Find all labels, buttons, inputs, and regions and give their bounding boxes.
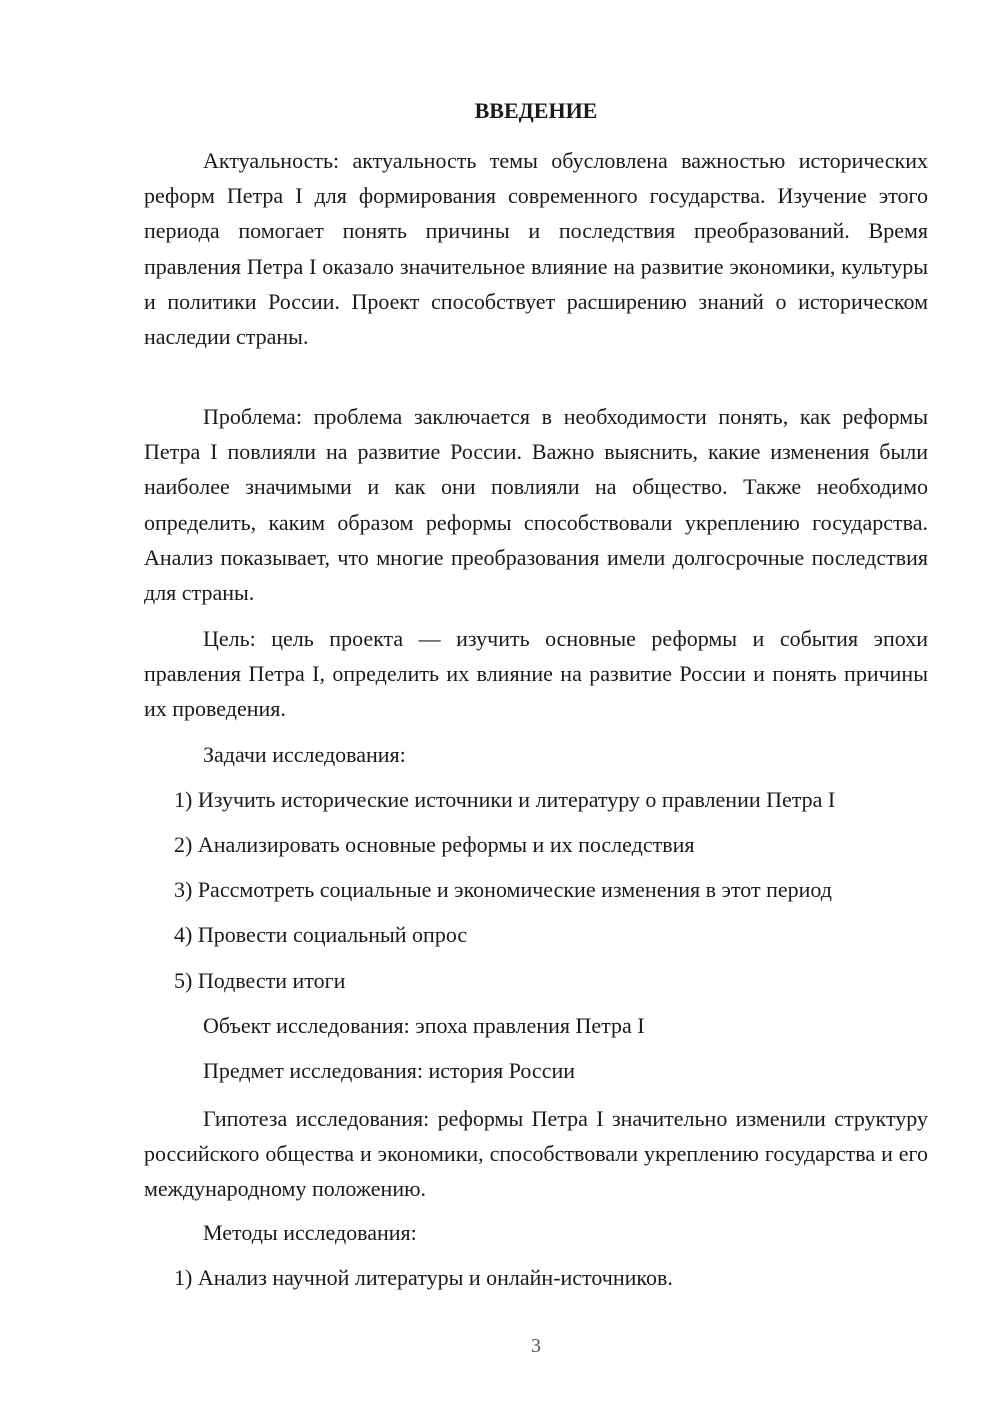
- page-number: 3: [531, 1335, 541, 1357]
- task-item: 5) Подвести итоги: [174, 968, 346, 993]
- problem-paragraph: Проблема: проблема заключается в необходимости понять, как реформы Петра I повлияли на развитие России. Важно выяснить, какие изменения были наиболее значимыми и как они повлияли на общество. Также необходимо определить, каким образом реформы способствовали укреплению государства. Анализ показывает, что многие преобразования имели долгосрочные последствия для страны.: [144, 404, 928, 606]
- research-object: Объект исследования: эпоха правления Петра I: [203, 1013, 645, 1038]
- task-item: 4) Провести социальный опрос: [174, 922, 468, 947]
- methods-heading: Методы исследования:: [203, 1220, 417, 1245]
- task-item: 3) Рассмотреть социальные и экономические изменения в этот период: [174, 877, 832, 902]
- method-item: 1) Анализ научной литературы и онлайн-источников.: [174, 1265, 673, 1290]
- task-item: 1) Изучить исторические источники и литературу о правлении Петра I: [174, 787, 836, 812]
- relevance-paragraph: Актуальность: актуальность темы обусловлена важностью исторических реформ Петра I для формирования современного государства. Изучение этого периода помогает понять причины и последствия преобразований. Время правления Петра I оказало значительное влияние на развитие экономики, культуры и политики России. Проект способствует расширению знаний о историческом наследии страны.: [144, 148, 928, 350]
- research-subject: Предмет исследования: история России: [203, 1058, 576, 1083]
- page-title: ВВЕДЕНИЕ: [474, 98, 598, 123]
- tasks-heading: Задачи исследования:: [203, 742, 406, 767]
- goal-paragraph: Цель: цель проекта — изучить основные реформы и события эпохи правления Петра I, определить их влияние на развитие России и понять причины их проведения.: [144, 626, 928, 722]
- task-item: 2) Анализировать основные реформы и их последствия: [174, 832, 695, 857]
- hypothesis-paragraph: Гипотеза исследования: реформы Петра I значительно изменили структуру российского общества и экономики, способствовали укреплению государства и его международному положению.: [144, 1106, 928, 1202]
